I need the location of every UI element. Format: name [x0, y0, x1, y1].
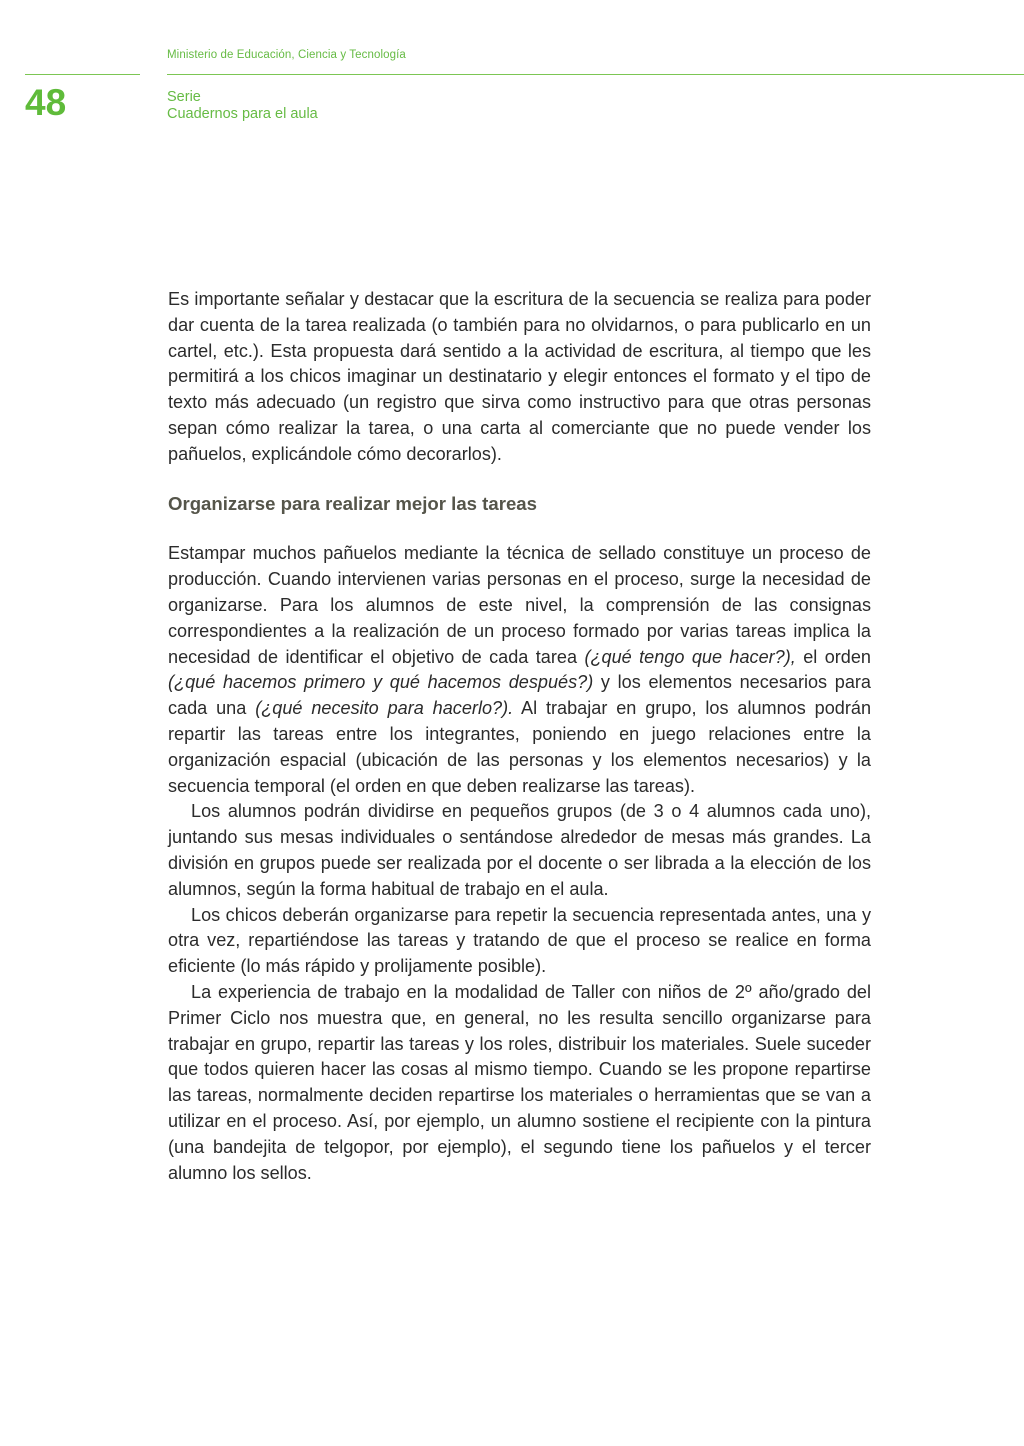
paragraph-process-text-b: el orden	[795, 646, 871, 667]
page-number: 48	[25, 82, 67, 123]
paragraph-experience: La experiencia de trabajo en la modalidad de Taller con niños de 2º año/grado del Primer Ciclo nos muestra que, en general, no les resulta sencillo organizarse para trabajar en grupo, repartir las tareas y los roles, distribuir los materiales. Suele suceder que todos quieren hacer las cosas al mismo tiempo. Cuando se les propone repartirse las tareas, normalmente deciden repartirse los materiales o herramientas que se van a utilizar en el proceso. Así, por ejemplo, un alumno sostiene el recipiente con la pintura (una bandejita de telgopor, por ejemplo), el segundo tiene los pañuelos y el tercer alumno los sellos.	[168, 981, 871, 1183]
paragraph-groups: Los alumnos podrán dividirse en pequeños grupos (de 3 o 4 alumnos cada uno), juntando sus mesas individuales o sentándose alrededor de mesas más grandes. La división en grupos puede ser realizada por el docente o ser librada a la elección de los alumnos, según la forma habitual de trabajo en el aula.	[168, 801, 871, 899]
series-line-1: Serie	[167, 89, 201, 105]
paragraph-organize: Los chicos deberán organizarse para repetir la secuencia representada antes, una y otra vez, repartiéndose las tareas y tratando de que el proceso se realice en forma eficiente (lo más rápido y prolijamente posible).	[168, 904, 871, 977]
section-heading: Organizarse para realizar mejor las tareas	[168, 492, 537, 514]
header-rule-left	[25, 74, 140, 75]
paragraph-intro: Es importante señalar y destacar que la escritura de la secuencia se realiza para poder dar cuenta de la tarea realizada (o también para no olvidarnos, o para publicarlo en un cartel, etc.). Esta propuesta dará sentido a la actividad de escritura, al tiempo que les permitirá a los chicos imaginar un destinatario y elegir entonces el formato y el tipo de texto más adecuado (un registro que sirva como instructivo para que otras personas sepan cómo realizar la tarea, o una carta al comerciante que no puede vender los pañuelos, explicándole cómo decorarlos).	[168, 289, 871, 464]
question-what-needed: (¿qué necesito para hacerlo?).	[255, 698, 514, 719]
ministry-header: Ministerio de Educación, Ciencia y Tecnología	[167, 49, 406, 61]
series-label	[167, 89, 318, 123]
paragraph-process-text-d: Al trabajar en grupo, los alumnos podrán repartir las tareas entre los integrantes, poniendo en juego relaciones entre la organización espacial (ubicación de las personas y los elementos necesarios) y la secuencia temporal (el orden en que deben realizarse las tareas).	[168, 698, 872, 796]
header-rule-right	[167, 74, 1024, 75]
paragraph-process-text-c: y los elementos necesarios para cada una	[168, 672, 871, 719]
series-line-2: Cuadernos para el aula	[167, 106, 318, 122]
question-order: (¿qué hacemos primero y qué hacemos después?)	[168, 672, 594, 693]
paragraph-process-text-a: Estampar muchos pañuelos mediante la técnica de sellado constituye un proceso de producción. Cuando intervienen varias personas en el proceso, surge la necesidad de organizarse. Para los alumnos de este nivel, la comprensión de las consignas correspondientes a la realización de un proceso formado por varias tareas implica la necesidad de identificar el objetivo de cada tarea	[168, 543, 871, 667]
question-what-to-do: (¿qué tengo que hacer?),	[584, 646, 796, 667]
main-content	[168, 287, 871, 1186]
paragraph-process	[168, 541, 871, 799]
